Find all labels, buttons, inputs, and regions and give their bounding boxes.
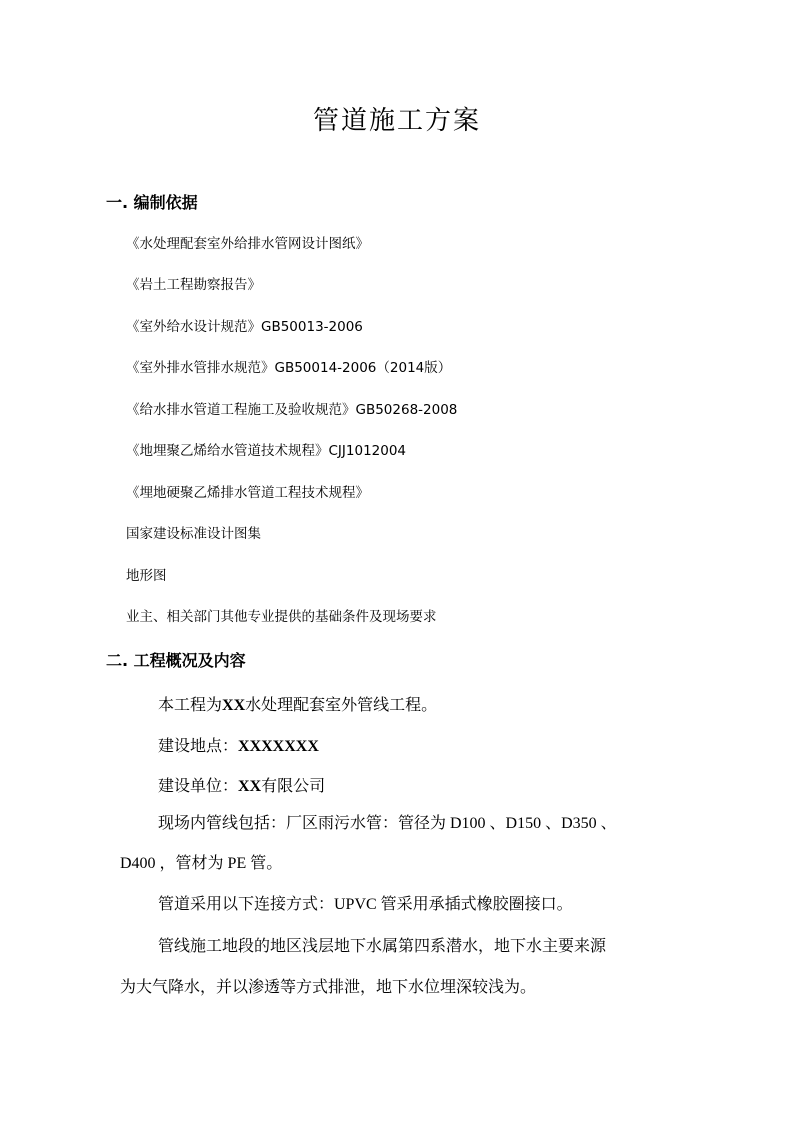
section-heading-basis: 一. 编制依据 xyxy=(106,193,198,212)
paragraph-groundwater-line2: 为大气降水，并以渗透等方式排泄，地下水位埋深较浅为。 xyxy=(120,979,537,996)
paragraph-pipelines-line1: 现场内管线包括：厂区雨污水管：管径为 D100 、D150 、D350 、 xyxy=(158,815,617,832)
paragraph-pipelines-line2: D400 ，管材为 PE 管。 xyxy=(120,855,283,872)
reference-item: 《室外给水设计规范》GB50013-2006 xyxy=(126,319,363,335)
reference-item: 业主、相关部门其他专业提供的基础条件及现场要求 xyxy=(126,609,437,625)
paragraph-location xyxy=(158,733,319,756)
section-heading-overview: 二. 工程概况及内容 xyxy=(106,651,246,670)
document-title: 管道施工方案 xyxy=(312,106,481,136)
reference-item: 《给水排水管道工程施工及验收规范》GB50268-2008 xyxy=(126,402,458,418)
paragraph-project xyxy=(158,692,437,715)
paragraph-text: 有限公司 xyxy=(261,778,326,795)
paragraph-builder xyxy=(158,773,325,796)
reference-item: 《岩土工程勘察报告》 xyxy=(126,277,261,293)
paragraph-text: 本工程为 xyxy=(158,697,223,714)
placeholder-text: XXXXXXX xyxy=(238,738,319,755)
reference-item: 《地埋聚乙烯给水管道技术规程》CJJ1012004 xyxy=(126,443,407,459)
reference-item: 《水处理配套室外给排水管网设计图纸》 xyxy=(126,236,369,252)
placeholder-text: XX xyxy=(222,697,246,714)
reference-item: 地形图 xyxy=(126,568,167,584)
paragraph-groundwater-line1: 管线施工地段的地区浅层地下水属第四系潜水，地下水主要来源 xyxy=(158,938,607,955)
reference-item: 《埋地硬聚乙烯排水管道工程技术规程》 xyxy=(126,485,369,501)
reference-item: 国家建设标准设计图集 xyxy=(126,526,261,542)
paragraph-text: 水处理配套室外管线工程。 xyxy=(245,697,438,714)
paragraph-text: 建设单位： xyxy=(158,778,239,795)
paragraph-text: 建设地点： xyxy=(158,738,239,755)
paragraph-connection: 管道采用以下连接方式：UPVC 管采用承插式橡胶圈接口。 xyxy=(158,896,573,913)
reference-item: 《室外排水管排水规范》GB50014-2006（2014版） xyxy=(126,360,452,376)
placeholder-text: XX xyxy=(238,778,262,795)
